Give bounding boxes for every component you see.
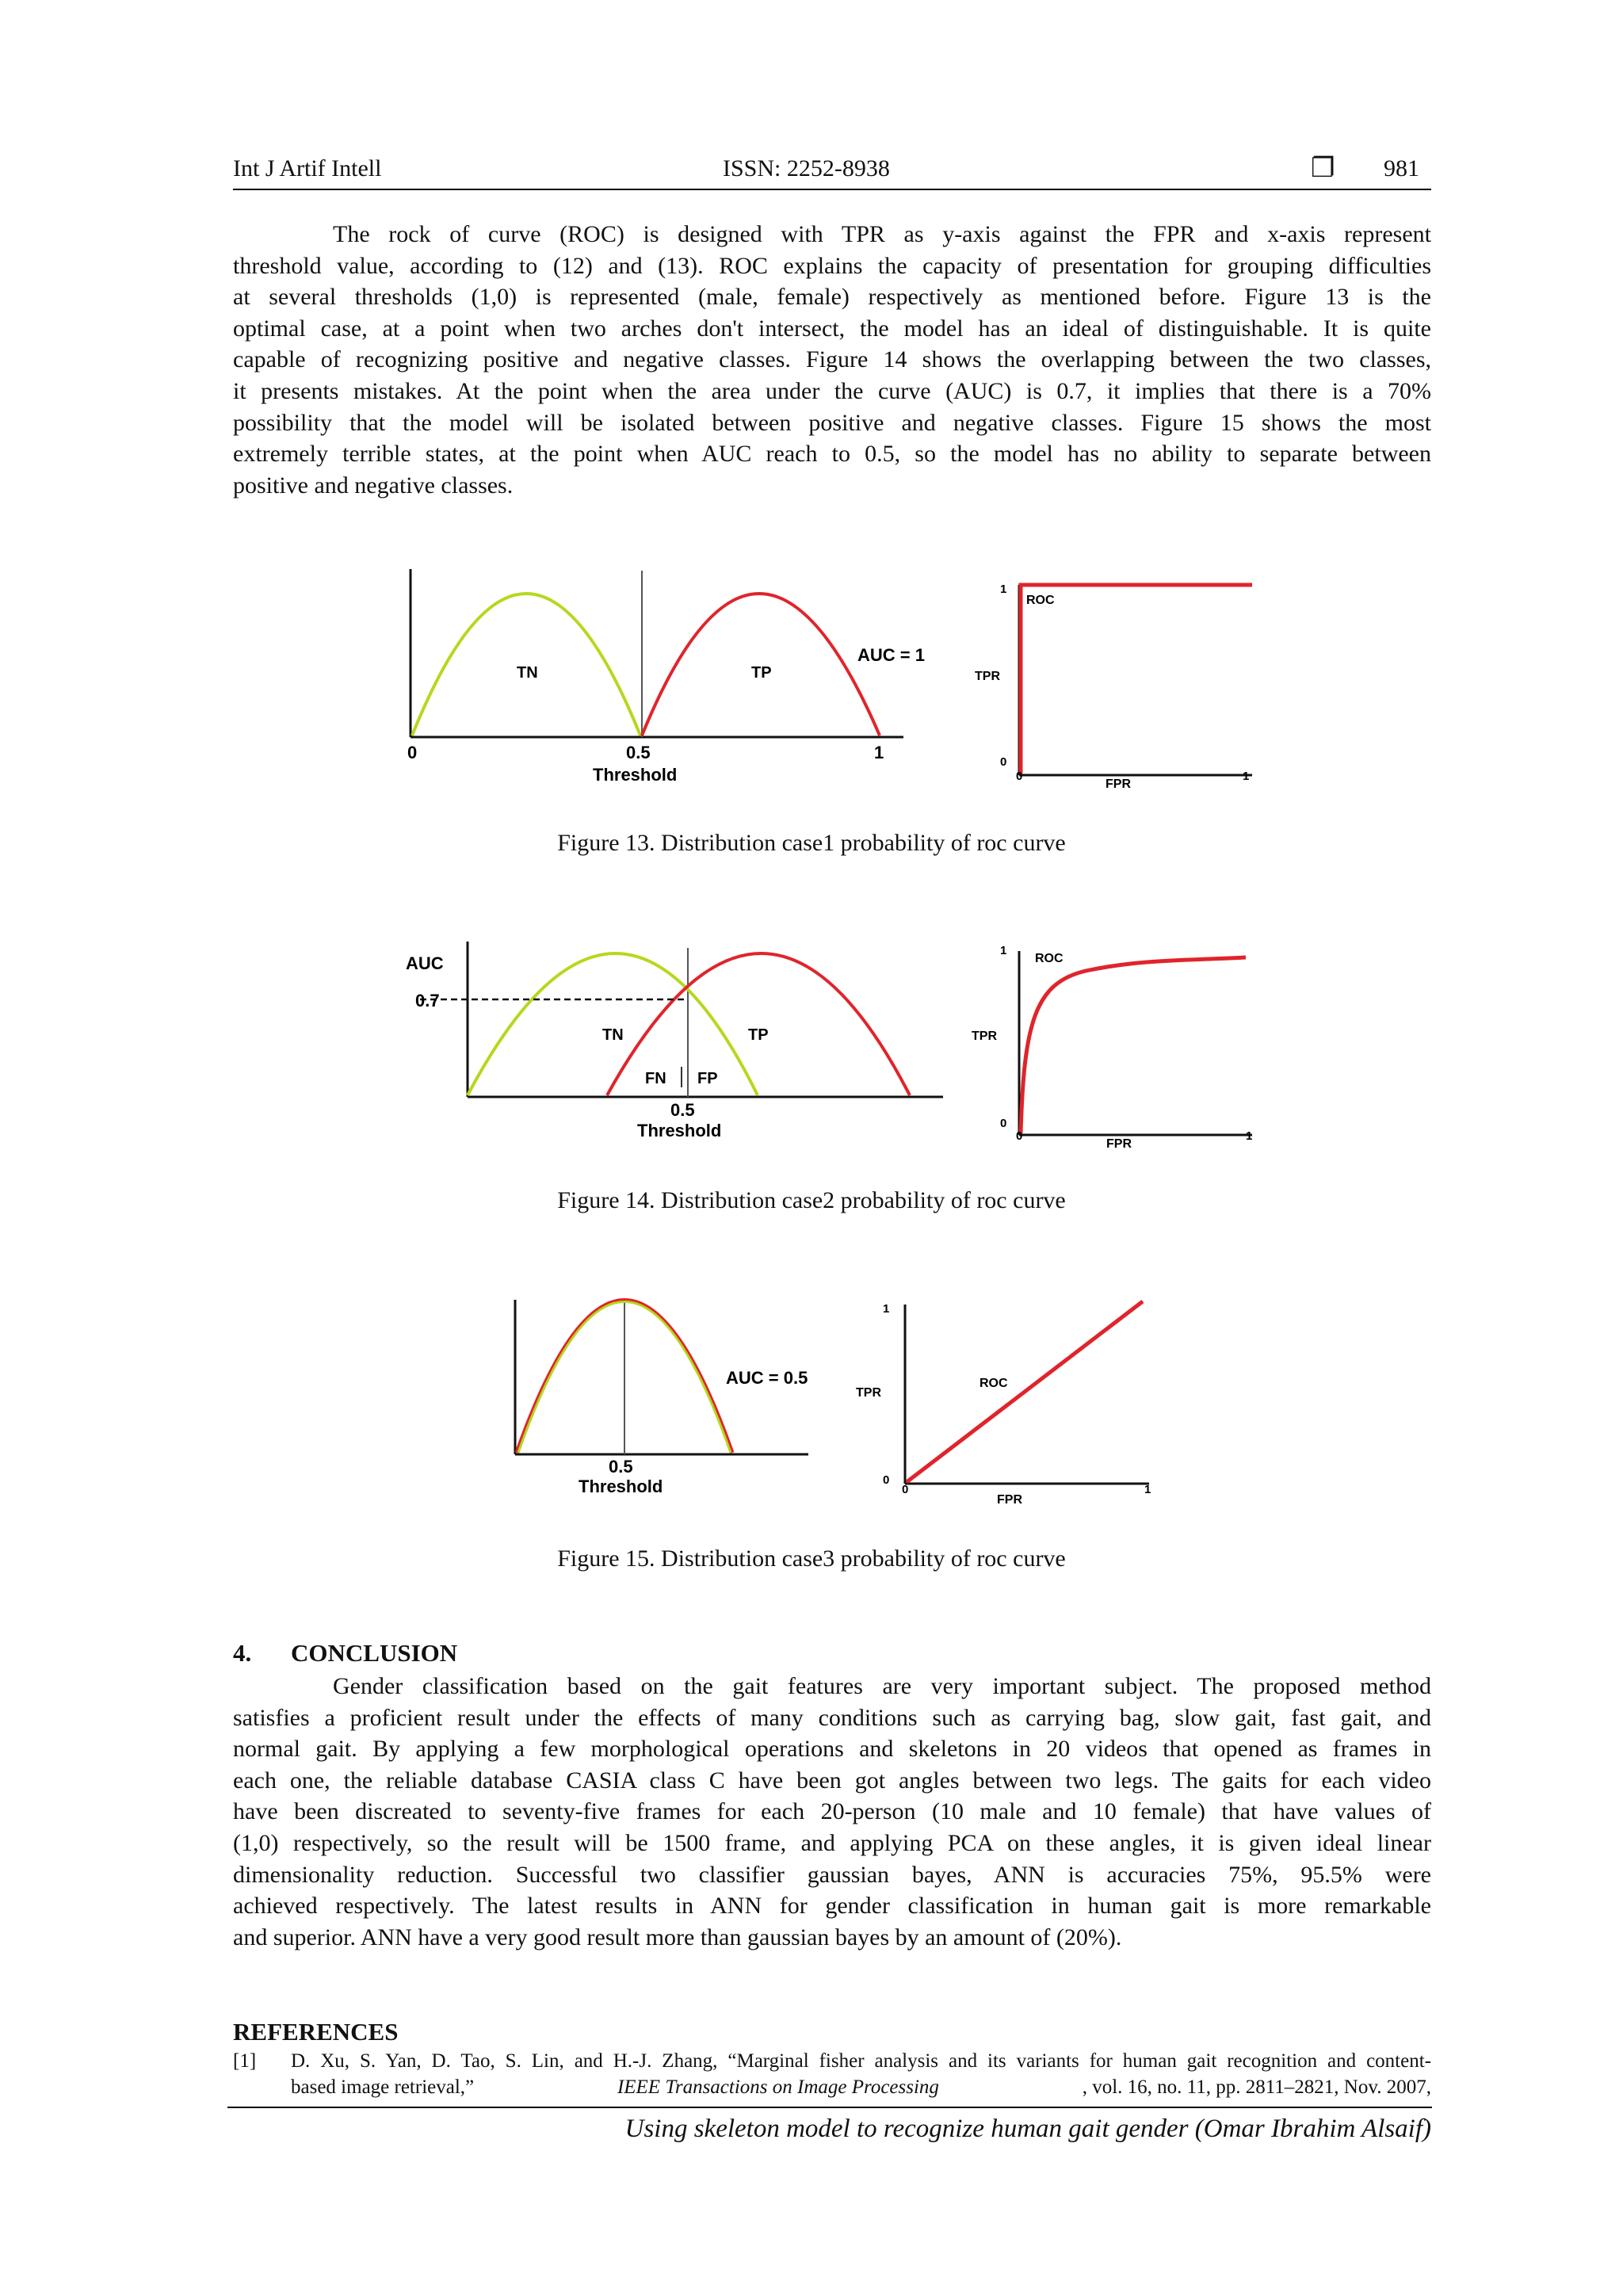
fn-label: FN (645, 1070, 666, 1087)
auc-axis-label: AUC (406, 953, 444, 973)
roc-label: ROC (1035, 952, 1064, 965)
figure-13-caption: Figure 13. Distribution case1 probability of roc curve (557, 830, 1066, 856)
header-rule (233, 189, 1431, 190)
tp-label: TP (751, 664, 772, 682)
threshold-label: Threshold (593, 765, 678, 785)
tp-label: TP (748, 1026, 769, 1044)
tpr-label: TPR (972, 1030, 997, 1043)
section-number: 4. (233, 1639, 252, 1667)
fpr-tick-1: 1 (1243, 770, 1250, 783)
roc-tick-1: 1 (883, 1302, 890, 1316)
fp-label: FP (697, 1070, 718, 1087)
tick-0.5: 0.5 (609, 1457, 633, 1477)
auc-label: AUC = 0.5 (726, 1368, 808, 1388)
roc-label: ROC (1026, 594, 1055, 607)
reference-number: [1] (233, 2050, 257, 2072)
reference-journal: IEEE Transactions on Image Processing (617, 2076, 939, 2098)
journal-name: Int J Artif Intell (233, 155, 382, 181)
tpr-label: TPR (856, 1386, 881, 1400)
text-line: satisfies a proficient result under the effects of many conditions such as carrying bag, slow gait, fast gait, and (233, 1704, 1431, 1731)
roc-label: ROC (980, 1377, 1008, 1390)
roc-curve (1021, 585, 1252, 774)
reference-line-1: D. Xu, S. Yan, D. Tao, S. Lin, and H.-J. Zhang, “Marginal fisher analysis and its variants for human gait recognition and content- (291, 2050, 1431, 2072)
text-line: optimal case, at a point when two arches don't intersect, the model has an ideal of distinguishable. It is quite (233, 315, 1431, 342)
figure-14-caption: Figure 14. Distribution case2 probability of roc curve (557, 1187, 1066, 1213)
fpr-label: FPR (1106, 1137, 1132, 1151)
roc-tick-0: 0 (1000, 1117, 1007, 1130)
text-line: Gender classification based on the gait features are very important subject. The proposed method (333, 1673, 1431, 1699)
threshold-label: Threshold (637, 1121, 722, 1140)
text-line: extremely terrible states, at the point when AUC reach to 0.5, so the model has no ability to separate between (233, 441, 1431, 468)
figure-14 (396, 927, 1268, 1165)
fpr-tick-0: 0 (1016, 770, 1023, 783)
roc-curve (1021, 957, 1246, 1133)
fig14-roc-plot (972, 944, 1252, 1151)
text-line: at several thresholds (1,0) is represented (male, female) respectively as mentioned before. Figure 13 is the (233, 284, 1431, 311)
issn: ISSN: 2252-8938 (723, 155, 890, 181)
text-line: possibility that the model will be isolated between positive and negative classes. Figure 15 shows the most (233, 409, 1431, 436)
reference-line-2 (291, 2074, 1431, 2100)
footer-rule (227, 2107, 1432, 2108)
fpr-tick-1: 1 (1144, 1483, 1151, 1496)
text-line: have been discreated to seventy-five frames for each 20-person (10 male and 10 female) that have values of (233, 1798, 1431, 1825)
text-line: threshold value, according to (12) and (13). ROC explains the capacity of presentation for grouping difficulties (233, 252, 1431, 279)
fpr-tick-0: 0 (1016, 1129, 1023, 1143)
figure-15 (475, 1284, 1189, 1522)
roc-tick-1: 1 (1000, 583, 1007, 596)
reference-details: , vol. 16, no. 11, pp. 2811–2821, Nov. 2007, (1082, 2076, 1431, 2098)
running-header (233, 155, 1431, 190)
tpr-label: TPR (975, 670, 1000, 683)
fig15-roc-plot (856, 1301, 1151, 1507)
roc-tick-0: 0 (1000, 755, 1007, 769)
text-line: dimensionality reduction. Successful two classifier gaussian bayes, ANN is accuracies 75%, 95.5% were (233, 1861, 1431, 1888)
fpr-label: FPR (1106, 777, 1131, 791)
tick-0: 0 (407, 743, 418, 762)
text-line: capable of recognizing positive and negative classes. Figure 14 shows the overlapping between the two classes, (233, 346, 1431, 373)
figure-13 (396, 555, 1268, 793)
text-line: normal gait. By applying a few morphological operations and skeletons in 20 videos that opened as frames in (233, 1736, 1431, 1763)
text-line: The rock of curve (ROC) is designed with TPR as y-axis against the FPR and x-axis represent (333, 221, 1431, 247)
page-number: 981 (1384, 155, 1419, 181)
section-title: CONCLUSION (291, 1639, 458, 1667)
auc-value-label: 0.7 (415, 991, 440, 1010)
intro-paragraph (233, 219, 1431, 501)
text-line: it presents mistakes. At the point when the area under the curve (AUC) is 0.7, it implies that there is a 70% (233, 377, 1431, 404)
conclusion-paragraph (233, 1671, 1431, 1953)
fig13-distribution-plot (407, 569, 925, 785)
fpr-tick-1: 1 (1246, 1129, 1253, 1143)
footer-text: Using skeleton model to recognize human gait gender (Omar Ibrahim Alsaif) (624, 2115, 1431, 2143)
threshold-label: Threshold (579, 1477, 663, 1496)
figure-15-caption: Figure 15. Distribution case3 probability of roc curve (557, 1545, 1066, 1572)
roc-tick-1: 1 (1000, 944, 1007, 957)
roc-curve (907, 1301, 1143, 1482)
references-title: REFERENCES (233, 2018, 399, 2046)
tick-0.5: 0.5 (670, 1100, 695, 1120)
tn-label: TN (517, 664, 538, 682)
text-line: positive and negative classes. (233, 472, 514, 499)
tn-label: TN (602, 1026, 624, 1044)
fpr-tick-0: 0 (902, 1483, 909, 1496)
fpr-label: FPR (997, 1493, 1022, 1507)
text-line: achieved respectively. The latest results in ANN for gender classification in human gait is more remarkable (233, 1893, 1431, 1920)
text-line: each one, the reliable database CASIA class C have been got angles between two legs. The gaits for each video (233, 1767, 1431, 1794)
fig15-distribution-plot (515, 1300, 808, 1496)
tick-1: 1 (874, 743, 884, 762)
fig13-roc-plot (975, 583, 1252, 791)
roc-tick-0: 0 (883, 1473, 890, 1487)
text-line: and superior. ANN have a very good result more than gaussian bayes by an amount of (20%). (233, 1924, 1122, 1950)
reference-text: based image retrieval,” (291, 2076, 475, 2098)
tick-0.5: 0.5 (626, 743, 651, 762)
auc-label: AUC = 1 (857, 645, 925, 665)
fig14-distribution-plot (406, 942, 943, 1140)
box-icon: ❐ (1311, 154, 1335, 183)
text-line: (1,0) respectively, so the result will be 1500 frame, and applying PCA on these angles, it is given ideal linear (233, 1829, 1431, 1856)
